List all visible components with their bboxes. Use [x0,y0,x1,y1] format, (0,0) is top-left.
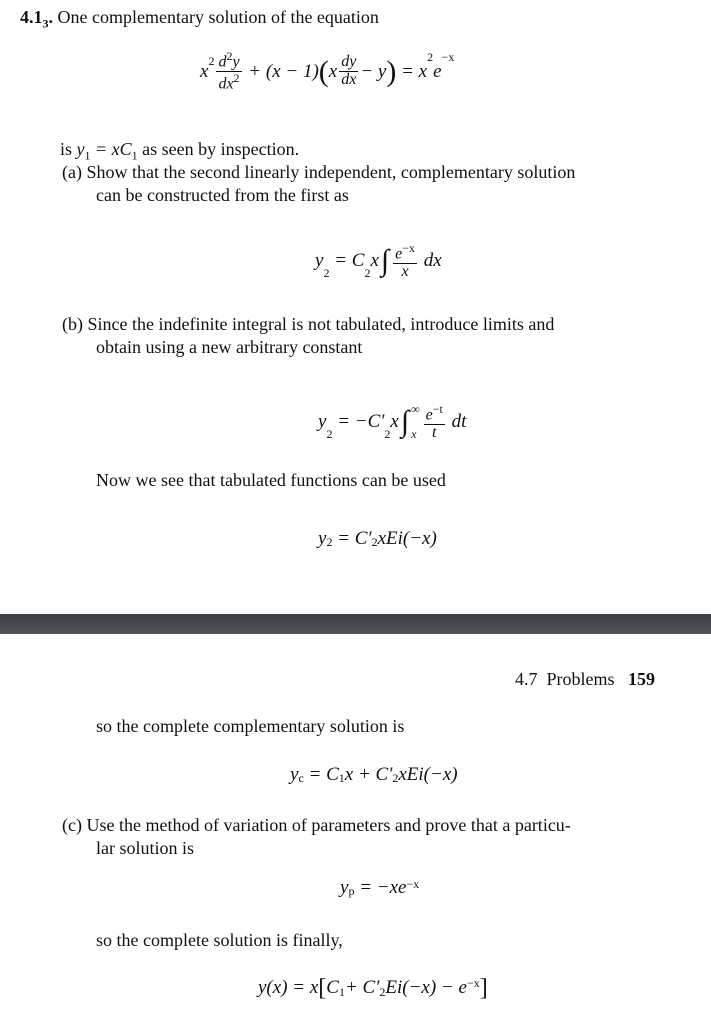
equation-y2-integral: y $_2$ = C $_2$ x ∫ $\frac{e^{-x}}{x}$ dx [315,241,442,281]
equation-yc: y c = C 1 x + C′ 2 xEi(−x) [290,764,458,785]
part-a-line1: (a) Show that the second linearly independent, complementary solution [62,162,576,182]
final-text: so the complete solution is finally, [96,930,343,950]
equation-final: y(x) = x [ C $_1$ + C′ $_2$ Ei(−x) − e $^{-x}$ ] [258,975,488,1001]
page-separator [0,614,711,634]
equation-ode: x $^2$ $\frac{d^2y}{dx^2}$ + (x − 1) ( x $\frac{dy}{dx}$ − y ) = x $^2$ e $^{-x}$ [200,49,455,93]
equation-yp: y p = −xe −x [340,877,420,898]
inspection-line: is $y_1 = xC_1$ as seen by inspection. [60,139,300,163]
now-text: Now we see that tabulated functions can be used [96,470,446,490]
part-b-line2: obtain using a new arbitrary constant [96,337,363,357]
problem-statement: $4.1_3$. One complementary solution of the equation [20,7,379,31]
running-header: 4.7 Problems 159 [515,669,656,689]
part-c-line1: (c) Use the method of variation of parameters and prove that a particu- [62,815,571,835]
part-a-line2: can be constructed from the first as [96,185,349,205]
part-c-line2: lar solution is [96,838,194,858]
equation-y2-ei: y 2 = C′ 2 xEi(−x) [318,528,437,549]
equation-y2-definite: y $_2$ = −C′ $_2$ x ∫ ∞ x $\frac{e^{-t}}{t}$ dt [318,401,467,441]
part-b-line1: (b) Since the indefinite integral is not tabulated, introduce limits and [62,314,555,334]
so-text: so the complete complementary solution is [96,716,405,736]
